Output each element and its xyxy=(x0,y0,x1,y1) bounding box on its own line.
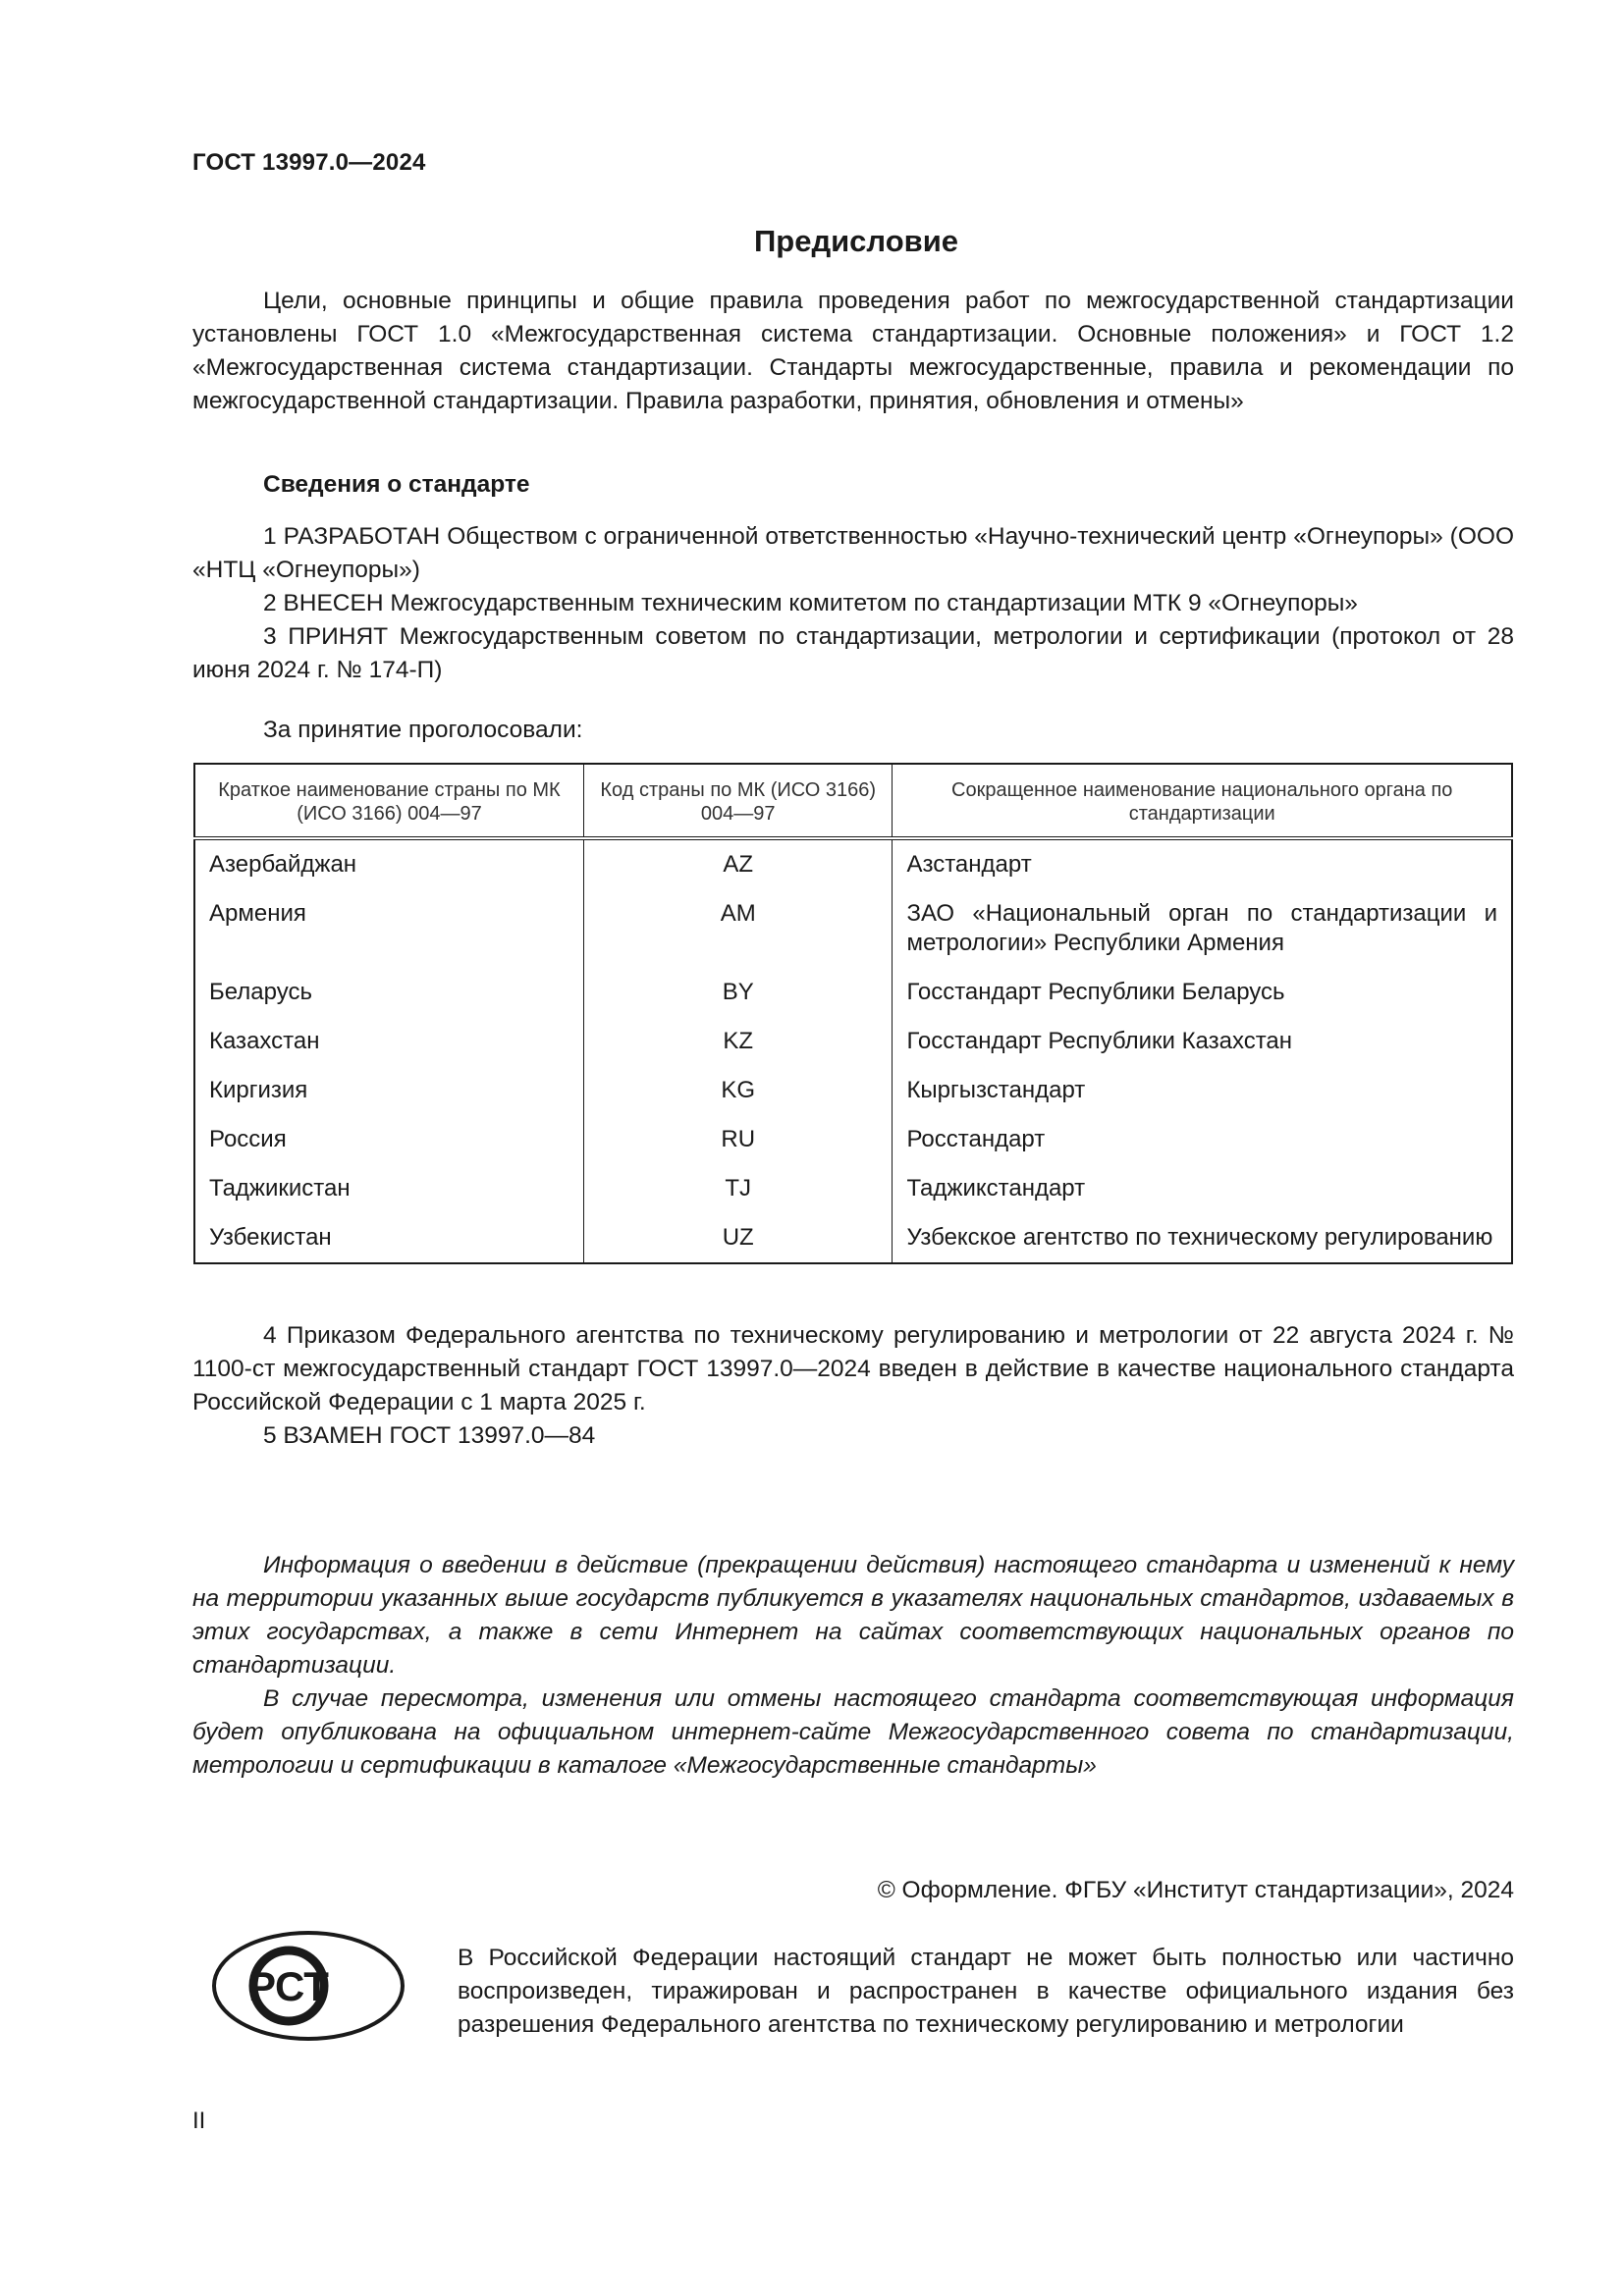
item-2-introduced: 2 ВНЕСЕН Межгосударственным техническим комитетом по стандартизации МТК 9 «Огнеупоры» xyxy=(263,590,1358,616)
item-1-developed: 1 РАЗРАБОТАН Обществом с ограниченной ответственностью «Научно-технический центр «Огнеупоры» (ООО «НТЦ «Огнеупоры») xyxy=(192,523,1514,583)
code-cell: AZ xyxy=(583,838,892,889)
intro-paragraph: Цели, основные принципы и общие правила проведения работ по межгосударственной стандартизации установлены ГОСТ 1.0 «Межгосударственная система стандартизации. Основные положения» и ГОСТ 1.2 «Межгосударственная система стандартизации. Стандарты межгосударственные, правила и рекомендации по межгосударственной стандартизации. Правила разработки, принятия, обновления и отмены» xyxy=(192,288,1514,414)
body-cell: Кыргызстандарт xyxy=(906,1077,1086,1103)
country-cell: Казахстан xyxy=(194,1017,583,1066)
body-cell: Таджикстандарт xyxy=(906,1175,1086,1201)
table-header-row xyxy=(194,764,1512,838)
column-header-body: Сокращенное наименование национального органа по стандартизации xyxy=(893,764,1512,838)
voting-countries-table xyxy=(193,763,1513,1264)
table-row xyxy=(194,889,1512,968)
body-cell: ЗАО «Национальный орган по стандартизации и метрологии» Республики Армения xyxy=(906,900,1497,956)
code-cell: UZ xyxy=(583,1213,892,1263)
country-cell: Таджикистан xyxy=(194,1164,583,1213)
body-cell: Госстандарт Республики Беларусь xyxy=(906,979,1285,1005)
page-number: II xyxy=(192,2108,206,2134)
table-row xyxy=(194,1115,1512,1164)
country-cell: Киргизия xyxy=(194,1066,583,1115)
code-cell: RU xyxy=(583,1115,892,1164)
table-row xyxy=(194,1164,1512,1213)
code-cell: AM xyxy=(583,889,892,968)
voted-label: За принятие проголосовали: xyxy=(263,717,583,743)
country-cell: Армения xyxy=(194,889,583,968)
code-cell: KG xyxy=(583,1066,892,1115)
column-header-country: Краткое наименование страны по МК (ИСО 3166) 004—97 xyxy=(194,764,583,838)
body-cell: Азстандарт xyxy=(906,851,1032,878)
column-header-code: Код страны по МК (ИСО 3166) 004—97 xyxy=(583,764,892,838)
code-cell: TJ xyxy=(583,1164,892,1213)
country-cell: Узбекистан xyxy=(194,1213,583,1263)
info-heading: Сведения о стандарте xyxy=(263,471,530,498)
document-code-header: ГОСТ 13997.0—2024 xyxy=(192,149,426,176)
page-title: Предисловие xyxy=(753,224,958,258)
country-cell: Россия xyxy=(194,1115,583,1164)
pct-certification-mark-icon xyxy=(210,1929,406,2043)
body-cell: Росстандарт xyxy=(906,1126,1046,1152)
item-5-replaces: 5 ВЗАМЕН ГОСТ 13997.0—84 xyxy=(263,1422,596,1449)
logo-text: РСТ xyxy=(248,1963,329,2009)
table-row xyxy=(194,1213,1512,1263)
table-row xyxy=(194,1017,1512,1066)
notice-paragraph-1: Информация о введении в действие (прекращении действия) настоящего стандарта и изменений к нему на территории указанных выше государств публикуется в указателях национальных стандартов, издаваемых в этих государствах, а также в сети Интернет на сайтах соответствующих национальных органов по стандартизации. xyxy=(192,1552,1514,1679)
country-cell: Беларусь xyxy=(194,968,583,1017)
table-row xyxy=(194,838,1512,889)
code-cell: KZ xyxy=(583,1017,892,1066)
body-cell: Госстандарт Республики Казахстан xyxy=(906,1028,1293,1054)
body-cell: Узбекское агентство по техническому регулированию xyxy=(906,1224,1493,1251)
rights-notice: В Российской Федерации настоящий стандарт не может быть полностью или частично воспроизведен, тиражирован и распространен в качестве официального издания без разрешения Федерального агентства по техническому регулированию и метрологии xyxy=(458,1945,1514,2038)
country-cell: Азербайджан xyxy=(194,838,583,889)
code-cell: BY xyxy=(583,968,892,1017)
notice-paragraph-2: В случае пересмотра, изменения или отмены настоящего стандарта соответствующая информация будет опубликована на официальном интернет-сайте Межгосударственного совета по стандартизации, метрологии и сертификации в каталоге «Межгосударственные стандарты» xyxy=(192,1685,1514,1779)
item-3-adopted: 3 ПРИНЯТ Межгосударственным советом по стандартизации, метрологии и сертификации (протокол от 28 июня 2024 г. № 174-П) xyxy=(192,623,1514,683)
item-4-order: 4 Приказом Федерального агентства по техническому регулированию и метрологии от 22 августа 2024 г. № 1100-ст межгосударственный стандарт ГОСТ 13997.0—2024 введен в действие в качестве национального стандарта Российской Федерации с 1 марта 2025 г. xyxy=(192,1322,1514,1415)
copyright-notice: © Оформление. ФГБУ «Институт стандартизации», 2024 xyxy=(877,1877,1514,1903)
table-row xyxy=(194,1066,1512,1115)
table-row xyxy=(194,968,1512,1017)
